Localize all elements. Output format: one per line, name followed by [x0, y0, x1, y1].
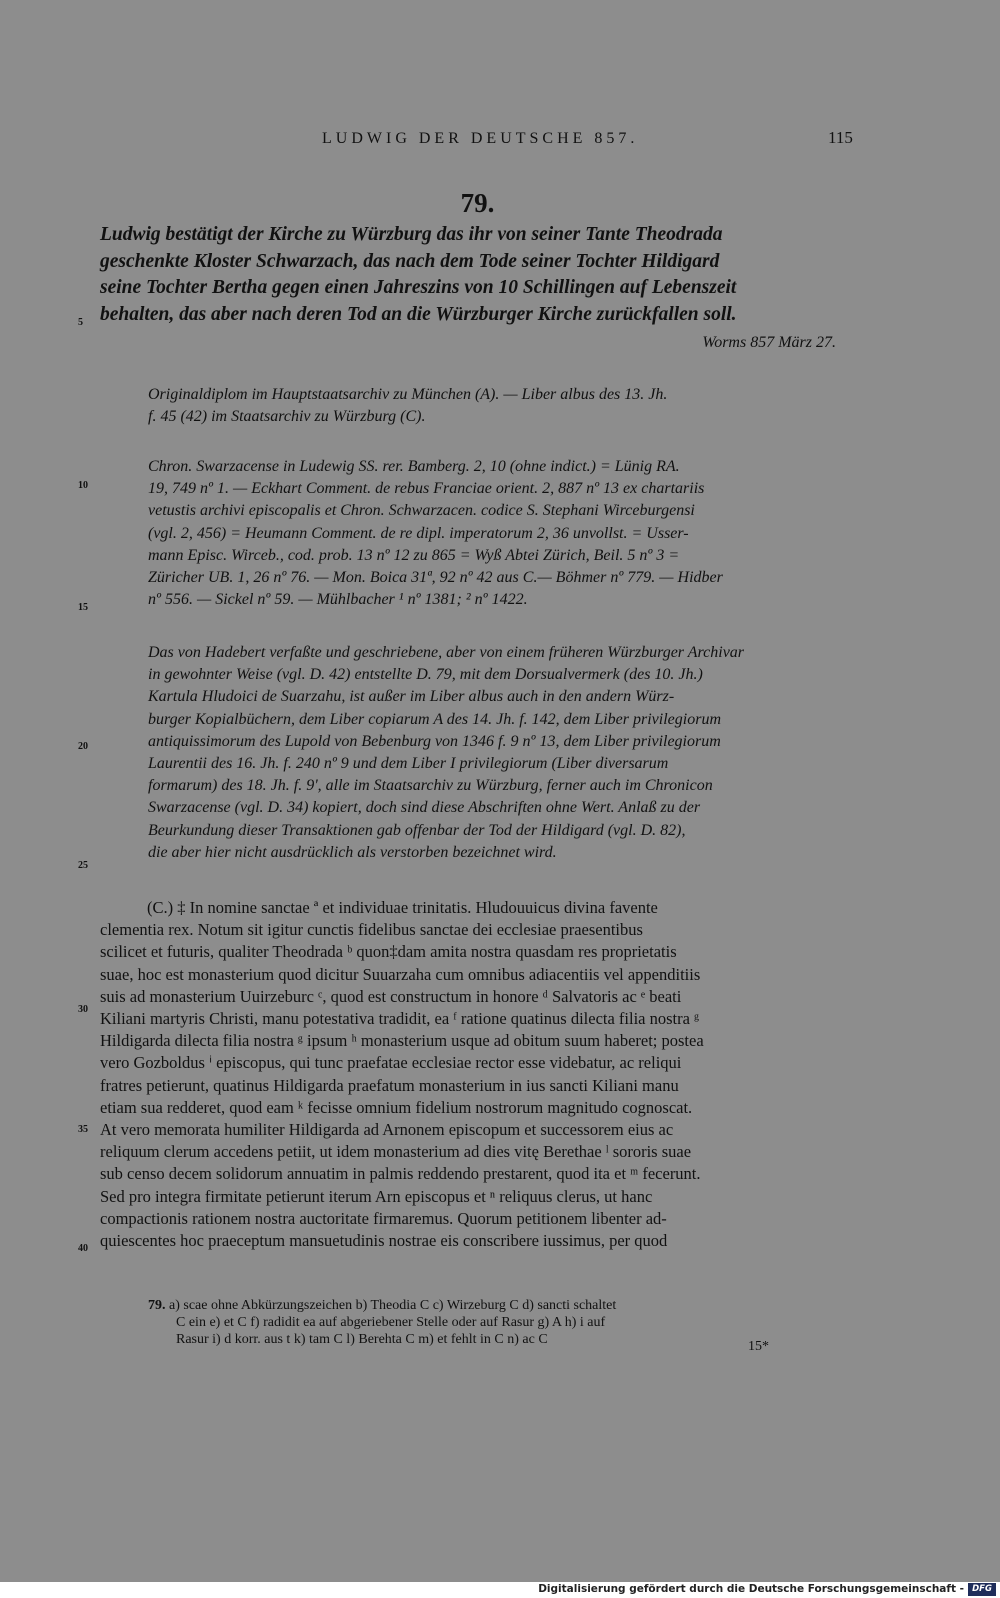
text-line: sub censo decem solidorum annuatim in palmis reddendo prestarent, quod ita et ᵐ fecerunt.: [100, 1164, 701, 1184]
footnote-line: Rasur i) d korr. aus t k) tam C l) Berehta C m) et fehlt in C n) ac C: [176, 1332, 548, 1347]
text-line: suis ad monasterium Uuirzeburc ᶜ, quod est constructum in honore ᵈ Salvatoris ac ᵉ beati: [100, 986, 682, 1006]
prints-line: 19, 749 nº 1. — Eckhart Comment. de rebus Franciae orient. 2, 887 nº 13 ex chartariis: [148, 480, 705, 498]
digitization-footer: [0, 1582, 1000, 1598]
regest-summary: [100, 222, 857, 328]
line-number: 15: [78, 602, 88, 613]
remarks-line: burger Kopialbüchern, dem Liber copiarum A des 14. Jh. f. 142, dem Liber privilegiorum: [148, 710, 721, 728]
remarks-line: Kartula Hludoici de Suarzahu, ist außer im Liber albus auch in den andern Würz-: [148, 688, 675, 706]
prints-line: (vgl. 2, 456) = Heumann Comment. de re dipl. imperatorum 2, 36 unvollst. = Usser-: [148, 524, 689, 542]
remarks-note: [148, 642, 860, 864]
remarks-line: Das von Hadebert verfaßte und geschriebene, aber von einem früheren Würzburger Archivar: [148, 644, 745, 661]
text-line: Hildigarda dilecta filia nostra ᵍ ipsum ʰ monasterium usque ad obitum suum haberet; postea: [100, 1031, 704, 1051]
footnote-line: a) scae ohne Abkürzungszeichen b) Theodia C c) Wirzeburg C d) sancti schaltet: [169, 1298, 617, 1313]
line-number: 35: [78, 1124, 88, 1135]
prints-line: Züricher UB. 1, 26 nº 76. — Mon. Boica 31ª, 92 nº 42 aus C.— Böhmer nº 779. — Hidber: [148, 569, 723, 587]
funding-notice: Digitalisierung gefördert durch die Deutsche Forschungsgemeinschaft -: [538, 1583, 964, 1595]
summary-line: geschenkte Kloster Schwarzach, das nach dem Tode seiner Tochter Hildigard: [100, 250, 720, 272]
text-line: etiam sua redderet, quod eam ᵏ fecisse omnium fidelium nostrorum magnitudo cognoscat.: [100, 1097, 693, 1117]
remarks-line: in gewohnter Weise (vgl. D. 42) entstellte D. 79, mit dem Dorsualvermerk (des 10. Jh.): [148, 666, 703, 684]
summary-line: seine Tochter Bertha gegen einen Jahreszins von 10 Schillingen auf Lebenszeit: [100, 277, 737, 298]
page-header: [0, 128, 1000, 158]
text-line: reliquum clerum accedens petiit, ut idem monasterium ad dies vitę Berethae ˡ sororis suae: [100, 1142, 692, 1162]
sheet-signature: 15*: [748, 1339, 769, 1354]
text-line: clementia rex. Notum sit igitur cunctis fidelibus sanctae dei ecclesiae praesentibus: [100, 920, 643, 940]
text-line: (C.) ‡ In nomine sanctae ª et individuae trinitatis. Hludouuicus divina favente: [147, 898, 658, 917]
dateline: Worms 857 März 27.: [702, 334, 836, 351]
tradition-line: f. 45 (42) im Staatsarchiv zu Würzburg (C).: [148, 408, 426, 426]
remarks-line: Beurkundung dieser Transaktionen gab offenbar der Tod der Hildigard (vgl. D. 82),: [148, 821, 686, 839]
prints-line: mann Episc. Wirceb., cod. prob. 13 nº 12 zu 865 = Wyß Abtei Zürich, Beil. 5 nº 3 =: [148, 546, 680, 564]
prints-line: Chron. Swarzacense in Ludewig SS. rer. Bamberg. 2, 10 (ohne indict.) = Lünig RA.: [148, 458, 680, 475]
line-number: 25: [78, 860, 88, 871]
tradition-note: [148, 384, 860, 428]
text-line: Sed pro integra firmitate petierunt iterum Arn episcopus et ⁿ reliquus clerus, ut hanc: [100, 1186, 653, 1206]
text-line: vero Gozboldus ⁱ episcopus, qui tunc praefatae ecclesiae rector esse videbatur, ac reliqui: [100, 1053, 682, 1073]
remarks-line: antiquissimorum des Lupold von Bebenburg von 1346 f. 9 nº 13, dem Liber privilegiorum: [148, 732, 721, 750]
text-line: suae, hoc est monasterium quod dicitur Suuarzaha cum omnibus adiacentiis vel appenditiis: [100, 964, 701, 984]
remarks-line: Swarzacense (vgl. D. 34) kopiert, doch sind diese Abschriften ohne Wert. Anlaß zu der: [148, 799, 701, 817]
prints-line: vetustis archivi episcopalis et Chron. Schwarzacen. codice S. Stephani Wirceburgensi: [148, 502, 695, 520]
text-line: quiescentes hoc praeceptum mansuetudinis nostrae eis conscribere iussimus, per quod: [100, 1231, 668, 1251]
text-line: compactionis rationem nostra auctoritate firmaremus. Quorum petitionem libenter ad-: [100, 1208, 667, 1228]
remarks-line: Laurentii des 16. Jh. f. 240 nº 9 und dem Liber I privilegiorum (Liber diversarum: [148, 755, 669, 773]
line-number: 20: [78, 741, 88, 752]
text-line: At vero memorata humiliter Hildigarda ad Arnonem episcopum et successorem eius ac: [100, 1120, 674, 1140]
prints-line: nº 556. — Sickel nº 59. — Mühlbacher ¹ nº 1381; ² nº 1422.: [148, 591, 528, 609]
charter-text: [100, 897, 857, 1252]
line-number: 5: [78, 317, 83, 328]
summary-line: Ludwig bestätigt der Kirche zu Würzburg das ihr von seiner Tante Theodrada: [100, 224, 723, 245]
running-title: LUDWIG DER DEUTSCHE 857.: [322, 130, 639, 147]
page-number: 115: [828, 128, 853, 147]
line-number: 10: [78, 480, 88, 491]
prints-note: [148, 456, 860, 611]
summary-line: behalten, das aber nach deren Tod an die Würzburger Kirche zurückfallen soll.: [100, 303, 737, 325]
text-line: scilicet et futuris, qualiter Theodrada ᵇ quon‡dam amita nostra quasdam res proprietatis: [100, 942, 677, 962]
remarks-line: die aber hier nicht ausdrücklich als verstorben bezeichnet wird.: [148, 843, 557, 861]
tradition-line: Originaldiplom im Hauptstaatsarchiv zu München (A). — Liber albus des 13. Jh.: [148, 386, 668, 403]
document-number: 79.: [460, 188, 495, 218]
text-line: Kiliani martyris Christi, manu potestativa tradidit, ea ᶠ ratione quatinus dilecta filia nostra ᵍ: [100, 1009, 700, 1029]
text-line: fratres petierunt, quatinus Hildigarda praefatum monasterium in ius sancti Kiliani manu: [100, 1075, 679, 1095]
dfg-logo-icon: DFG: [968, 1583, 996, 1596]
footnote-label: 79.: [148, 1298, 166, 1313]
line-number: 30: [78, 1004, 88, 1015]
footnote-line: C ein e) et C f) radidit ea auf abgeriebener Stelle oder auf Rasur g) A h) i auf: [176, 1315, 606, 1330]
line-number: 40: [78, 1243, 88, 1254]
remarks-line: formarum) des 18. Jh. f. 9', alle im Staatsarchiv zu Würzburg, ferner auch im Chronicon: [148, 777, 713, 795]
